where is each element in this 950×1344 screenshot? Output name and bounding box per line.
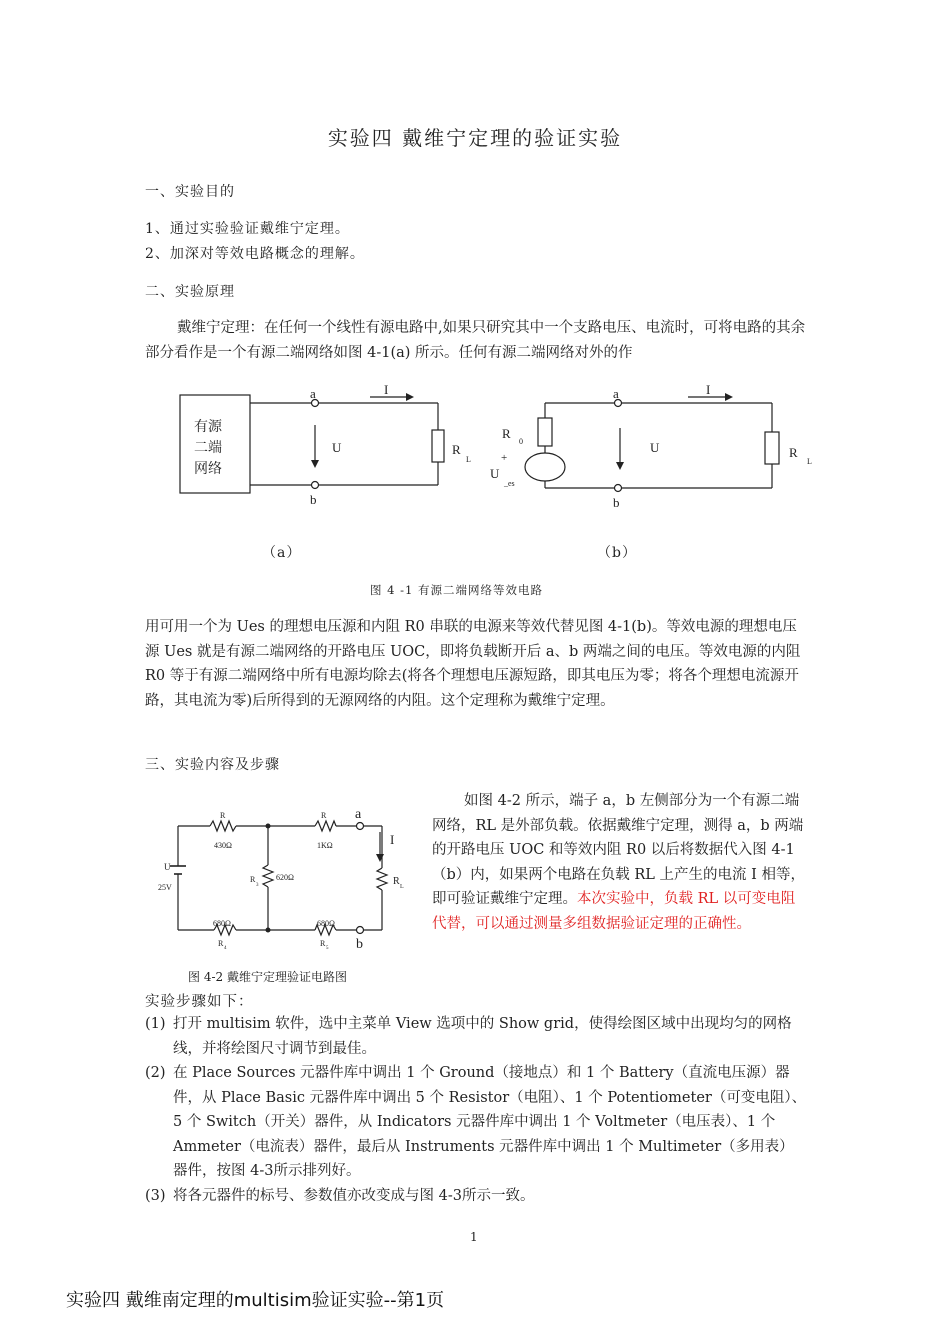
node-b-label-b: b [613, 495, 620, 510]
section-heading-purpose: 一、实验目的 [145, 184, 235, 200]
r2-value: 1KΩ [317, 841, 333, 850]
plus-sign: + [501, 452, 508, 464]
intro-text: 如图 4-2 所示，端子 a，b 左侧部分为一个有源二端网络，RL 是外部负载。依据戴维宁定理，测得 a，b 两端的开路电压 UOC 和等效内阻 R0 以后将数据代入图 4-1（b）内，如果两个电路在负载 RL 上产生的电流 I 相等，即可验证戴维宁定理。 [432, 793, 805, 907]
verification-circuit-figure [150, 800, 420, 960]
figure-4-2-caption: 图 4-2 戴维宁定理验证电路图 [188, 970, 347, 984]
step-text: 打开 multisim 软件，选中主菜单 View 选项中的 Show grid，使得绘图区域中出现均匀的网格线，并将绘图尺寸调节到最佳。 [173, 1016, 792, 1057]
r1-value: 430Ω [214, 841, 232, 850]
load-resistor-a [432, 430, 444, 462]
box-label-2: 二端 [194, 441, 222, 456]
node-b-label: b [310, 492, 317, 507]
fig2-rl-sub: L [400, 884, 404, 890]
source-label: U [164, 862, 171, 872]
step-text: 在 Place Sources 元器件库中调出 1 个 Ground（接地点）和 1 个 Battery（直流电压源）器件，从 Place Basic 元器件库中调出 5 个 Resistor（电阻）、1 个 Potentiometer（可变电阻）、5 个 Switch（开关）器件，从 Indicators 元器件库中调出 1 个 Voltmeter（电压表）、1 个 Ammeter（电流表）器件，最后从 Instruments 元器件库中调出 1 个 Multimeter（多用表）器件，按图 4-3所示排列好。 [173, 1065, 807, 1179]
voltage-source-ues [525, 453, 565, 481]
step-number: (3) [145, 1187, 166, 1204]
step-number: (2) [145, 1065, 166, 1081]
step-number: (1) [145, 1016, 166, 1032]
principle-paragraph-2: 用可用一个为 Ues 的理想电压源和内阻 R0 串联的电源来等效代替见图 4-1(b)。等效电源的理想电压源 Ues 就是有源二端网络的开路电压 UOC，即将负载断开后 a、b 两端之间的电压。等效电源的内阻 R0 等于有源二端网络中所有电源均除去(将各个理想电压源短路，即其电压为零；将各个理想电流源开路，其电流为零)后所得到的无源网络的内阻。这个定理称为戴维宁定理。 [145, 619, 801, 709]
terminal-b-a [312, 482, 319, 489]
r2-label: R [321, 811, 327, 820]
box-label-1: 有源 [194, 420, 222, 435]
purpose-item-2: 2、加深对等效电路概念的理解。 [145, 246, 365, 262]
steps-heading: 实验步骤如下： [145, 994, 254, 1010]
internal-resistor-r0 [538, 418, 552, 446]
node-a-label-b: a [613, 386, 619, 401]
current-label-b: I [706, 382, 711, 397]
fig2-rl: R [393, 876, 400, 887]
fig2-node-a: a [355, 807, 362, 822]
intro-highlight: 本次实验中，负载 RL 以可变电阻代替，可以通过测量多组数据验证定理的正确性。 [432, 891, 796, 932]
rl-label: R [452, 442, 461, 457]
step-item [145, 1061, 807, 1184]
load-resistor-b [765, 432, 779, 464]
voltage-label-b: U [650, 440, 660, 455]
box-label-3: 网络 [194, 462, 222, 477]
step-item [145, 1012, 807, 1061]
ues-sub: _es [504, 479, 515, 488]
r1-label: R [220, 811, 226, 820]
purpose-item-1: 1、通过实验验证戴维宁定理。 [145, 221, 350, 237]
r4-sub: 4 [224, 946, 227, 951]
node-a-label: a [310, 386, 316, 401]
r3-value: 620Ω [276, 873, 294, 882]
rl-label-b: R [789, 445, 798, 460]
steps-intro-paragraph [432, 789, 807, 936]
figure-label-a: （a） [262, 545, 302, 561]
r4-label: R [218, 939, 224, 948]
ues-label: U [490, 466, 500, 481]
steps-list [145, 1012, 807, 1208]
figure-label-b: （b） [597, 545, 637, 561]
page-title: 实验四 戴维宁定理的验证实验 [327, 126, 623, 150]
r3-label: R [250, 875, 256, 884]
figure-4-1-caption: 图 4 -1 有源二端网络等效电路 [370, 583, 543, 597]
r5-sub: 5 [326, 946, 329, 951]
voltage-label: U [332, 440, 342, 455]
page-number: 1 [470, 1230, 478, 1244]
r0-label: R [502, 426, 511, 441]
r3-sub: 3 [256, 883, 259, 888]
terminal-b-b [615, 485, 622, 492]
rl-sub: L [466, 455, 471, 464]
r0-sub: 0 [519, 437, 523, 446]
source-value: 25V [158, 883, 172, 892]
principle-paragraph-1: 戴维宁定理：在任何一个线性有源电路中,如果只研究其中一个支路电压、电流时，可将电路的其余部分看作是一个有源二端网络如图 4-1(a) 所示。任何有源二端网络对外的作 [145, 320, 806, 361]
section-heading-principle: 二、实验原理 [145, 284, 235, 300]
section-heading-steps: 三、实验内容及步骤 [145, 757, 280, 773]
step-item [145, 1184, 807, 1209]
fig2-node-b: b [356, 937, 363, 952]
rl-sub-b: L [807, 457, 812, 466]
r5-value: 680Ω [317, 919, 335, 928]
current-label: I [384, 382, 389, 397]
r4-value: 680Ω [213, 919, 231, 928]
step-text: 将各元器件的标号、参数值亦改变成与图 4-3所示一致。 [173, 1187, 535, 1204]
r5-label: R [320, 939, 326, 948]
footer-title: 实验四 戴维南定理的multisim验证实验--第1页 [66, 1290, 445, 1311]
fig2-current: I [390, 832, 395, 847]
